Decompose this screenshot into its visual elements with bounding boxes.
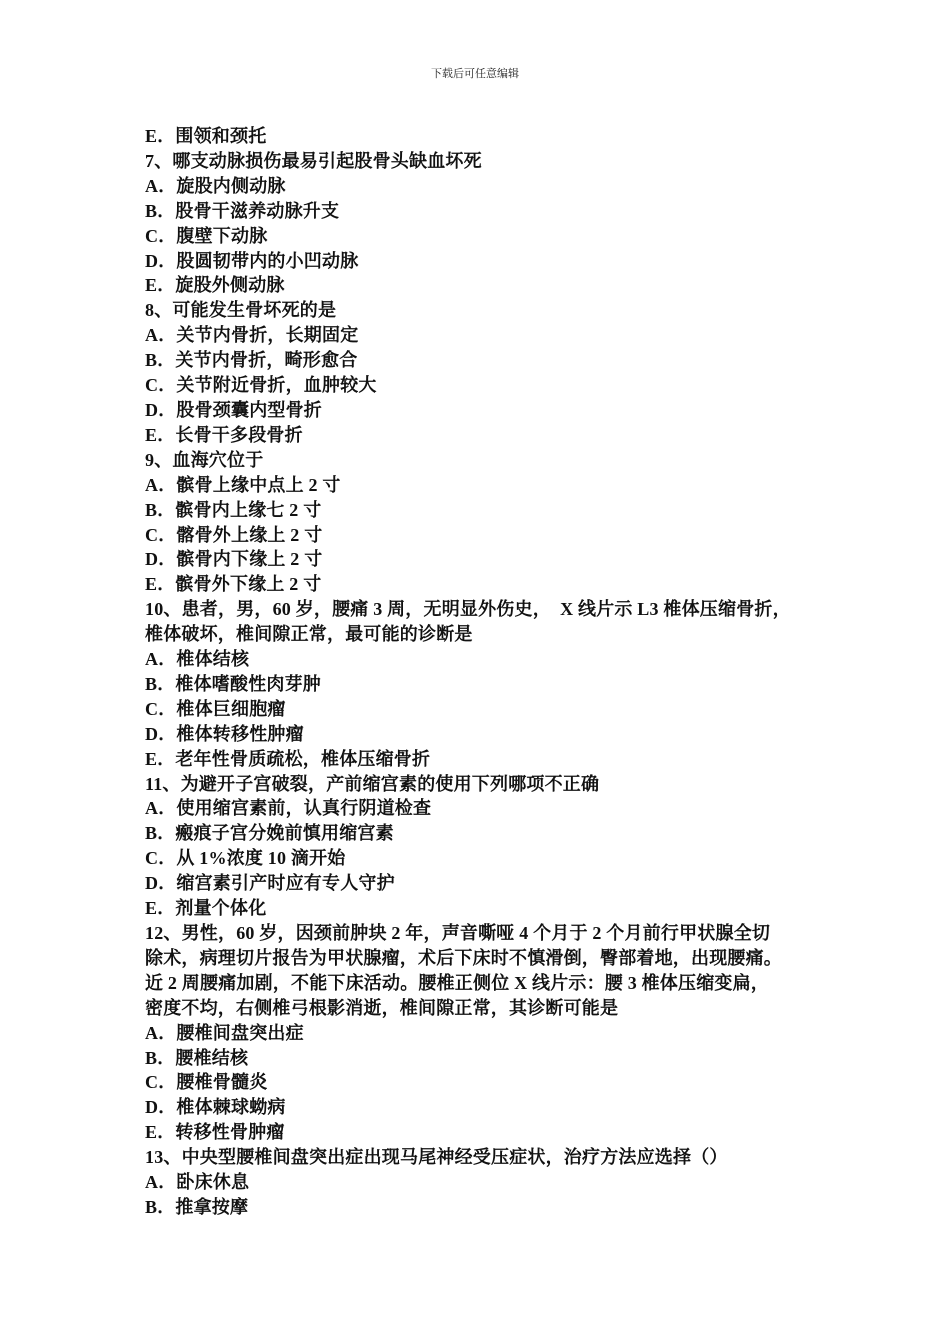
option-line: D．髌骨内下缘上 2 寸 (145, 549, 323, 570)
question-11: 11、为避开子宫破裂，产前缩宫素的使用下列哪项不正确 (145, 773, 600, 794)
option-line: B．推拿按摩 (145, 1196, 249, 1217)
option-line: D．股圆韧带内的小凹动脉 (145, 250, 359, 271)
option-line: C．从 1%浓度 10 滴开始 (145, 848, 346, 869)
option-line: C．椎体巨细胞瘤 (145, 698, 286, 719)
option-line: B．关节内骨折，畸形愈合 (145, 350, 358, 371)
option-line: A．卧床休息 (145, 1172, 250, 1193)
option-line: D．椎体转移性肿瘤 (145, 723, 304, 744)
option-line: E．旋股外侧动脉 (145, 275, 285, 296)
option-line: C．腹壁下动脉 (145, 225, 268, 246)
question-12-continued: 密度不均，右侧椎弓根影消逝，椎间隙正常，其诊断可能是 (145, 997, 619, 1018)
option-line: B．瘢痕子宫分娩前慎用缩宫素 (145, 823, 394, 844)
document-body (145, 124, 825, 1220)
option-line: A．关节内骨折，长期固定 (145, 325, 359, 346)
option-line: A．椎体结核 (145, 649, 250, 670)
option-line: B．椎体嗜酸性肉芽肿 (145, 673, 322, 694)
option-line: E．长骨干多段骨折 (145, 424, 303, 445)
page-header: 下载后可任意编辑 (431, 68, 519, 80)
option-line: B．股骨干滋养动脉升支 (145, 200, 340, 221)
option-line: D．椎体棘球蚴病 (145, 1097, 286, 1118)
option-line: C．髂骨外上缘上 2 寸 (145, 524, 323, 545)
option-line: A．旋股内侧动脉 (145, 175, 286, 196)
question-9: 9、血海穴位于 (145, 449, 264, 470)
option-line: C．腰椎骨髓炎 (145, 1072, 268, 1093)
option-line: E．剂量个体化 (145, 898, 267, 919)
option-line: A．使用缩宫素前，认真行阴道检查 (145, 798, 432, 819)
option-line: E．围领和颈托 (145, 126, 267, 146)
option-line: D．股骨颈囊内型骨折 (145, 399, 322, 420)
option-line: A．腰椎间盘突出症 (145, 1022, 304, 1043)
question-12: 12、男性，60 岁，因颈前肿块 2 年，声音嘶哑 4 个月于 2 个月前行甲状腺全切 (145, 923, 771, 943)
option-line: E．髌骨外下缘上 2 寸 (145, 574, 322, 595)
option-line: E．转移性骨肿瘤 (145, 1122, 285, 1143)
question-12-continued: 近 2 周腰痛加剧，不能下床活动。腰椎正侧位 X 线片示：腰 3 椎体压缩变扁， (145, 972, 769, 993)
option-line: E．老年性骨质疏松，椎体压缩骨折 (145, 748, 431, 769)
question-12-continued: 除术，病理切片报告为甲状腺瘤，术后下床时不慎滑倒，臀部着地，出现腰痛。 (145, 947, 782, 968)
option-line: B．腰椎结核 (145, 1047, 249, 1068)
option-line: C．关节附近骨折，血肿较大 (145, 375, 377, 396)
option-line: D．缩宫素引产时应有专人守护 (145, 873, 395, 894)
option-line: B．髌骨内上缘七 2 寸 (145, 499, 322, 520)
question-7: 7、哪支动脉损伤最易引起股骨头缺血坏死 (145, 150, 482, 171)
question-10-continued: 椎体破坏，椎间隙正常，最可能的诊断是 (145, 624, 473, 645)
question-13: 13、中央型腰椎间盘突出症出现马尾神经受压症状，治疗方法应选择（） (145, 1147, 728, 1168)
question-8: 8、可能发生骨坏死的是 (145, 300, 337, 321)
question-10: 10、患者，男，60 岁，腰痛 3 周，无明显外伤史， X 线片示 L3 椎体压缩骨折， (145, 599, 791, 620)
option-line: A．髌骨上缘中点上 2 寸 (145, 474, 341, 495)
